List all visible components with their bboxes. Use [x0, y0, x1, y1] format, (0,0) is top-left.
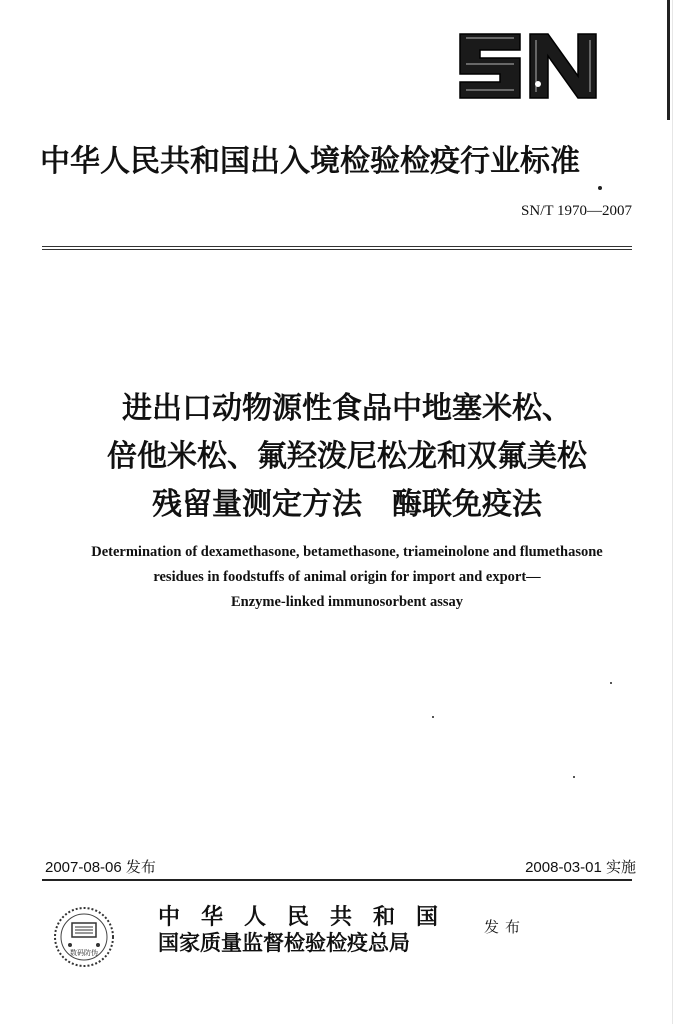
implementation-date: 2008-03-01 实施 — [525, 859, 636, 876]
issue-date: 2007-08-06 发布 — [45, 859, 156, 876]
scan-speck — [573, 776, 575, 778]
chinese-title-line: 残留量测定方法 酶联免疫法 — [152, 487, 542, 522]
english-title-line: residues in foodstuffs of animal origin for import and export— — [153, 569, 541, 585]
scan-speck — [432, 716, 434, 718]
issuing-authority — [158, 904, 459, 956]
chinese-title — [40, 385, 654, 529]
issuing-body-title: 中华人民共和国出入境检验检疫行业标准 — [40, 144, 580, 179]
standard-code: SN/T 1970—2007 — [521, 203, 632, 219]
issuing-authority-country: 中华人民共和国 — [158, 904, 460, 930]
issuing-authority-agency: 国家质量监督检验检疫总局 — [158, 930, 410, 955]
publish-label: 发布 — [484, 918, 527, 936]
chinese-title-line: 进出口动物源性食品中地塞米松、 — [122, 391, 572, 426]
footer-rule — [42, 879, 632, 881]
scan-speck — [598, 186, 602, 190]
chinese-title-line: 倍他米松、氟羟泼尼松龙和双氟美松 — [107, 439, 587, 474]
header-rule-shadow — [42, 249, 632, 250]
scan-edge-shadow — [672, 0, 673, 1024]
sn-logo — [452, 28, 602, 104]
sn-logo-s-mark — [460, 34, 520, 98]
scan-edge-line — [667, 0, 670, 120]
seal-label: 数码防伪 — [70, 949, 98, 957]
english-title-line: Enzyme-linked immunosorbent assay — [230, 594, 464, 610]
english-title-line: Determination of dexamethasone, betamethasone, triameinolone and flumethasone — [91, 544, 603, 560]
scan-speck — [610, 682, 612, 684]
english-title — [30, 540, 664, 615]
anti-counterfeit-seal-icon — [52, 905, 116, 969]
header-rule — [42, 246, 632, 247]
